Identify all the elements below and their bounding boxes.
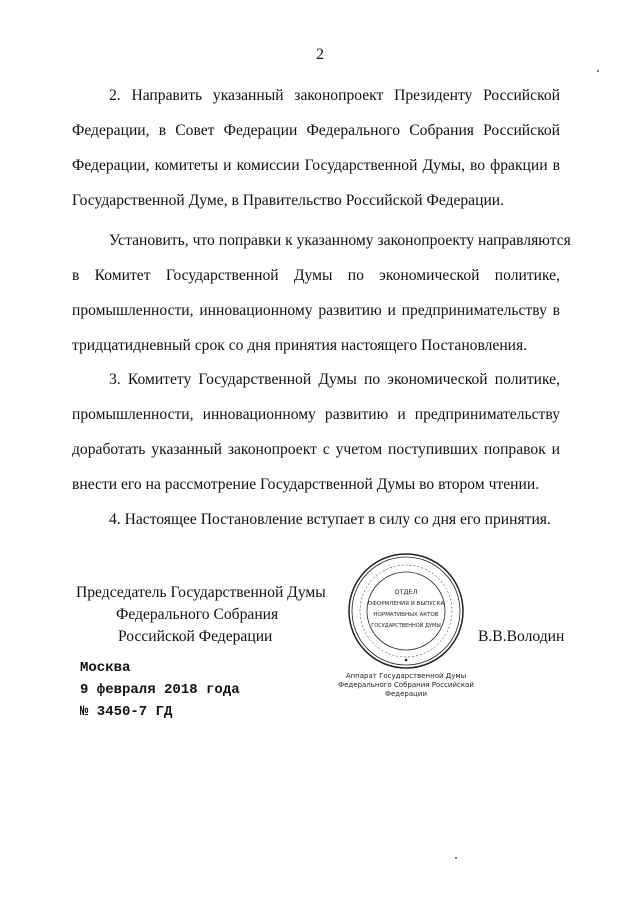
- paragraph-4: [72, 502, 560, 537]
- text-line: доработать указанный законопроект с учетом поступивших поправок и: [72, 441, 560, 458]
- stamp-center-line: ОФОРМЛЕНИЯ И ВЫПУСКА: [367, 601, 445, 607]
- scan-speck: [597, 70, 599, 72]
- text-line: в Комитет Государственной Думы по экономической политике,: [72, 267, 560, 284]
- stamp-center-line: НОРМАТИВНЫХ АКТОВ: [373, 612, 439, 618]
- text-line: 2. Направить указанный законопроект Президенту Российской: [109, 87, 560, 104]
- text-line: Федерации, в Совет Федерации Федерального Собрания Российской: [72, 122, 560, 139]
- text-line: внести его на рассмотрение Государственной Думы во втором чтении.: [72, 476, 540, 493]
- signature-title-line: Российской Федерации: [118, 628, 273, 645]
- text-line: промышленности, инновационному развитию и предпринимательству в: [72, 302, 560, 319]
- paragraph-2: [72, 78, 560, 218]
- stamp-center-line: ГОСУДАРСТВЕННОЙ ДУМЫ: [371, 623, 441, 629]
- text-line: Установить, что поправки к указанному законопроекту направляются: [109, 232, 571, 249]
- text-line: Федерации, комитеты и комиссии Государственной Думы, во фракции в: [72, 157, 560, 174]
- paragraph-3: [72, 362, 560, 502]
- text-line: 4. Настоящее Постановление вступает в силу со дня его принятия.: [109, 511, 551, 528]
- city: Москва: [80, 660, 131, 676]
- page-number: 2: [316, 46, 324, 63]
- paragraph-amendments: [72, 223, 571, 363]
- document-number: № 3450-7 ГД: [80, 704, 173, 720]
- signature-title-line: Председатель Государственной Думы: [76, 584, 326, 601]
- stamp-center-line: ОТДЕЛ: [394, 588, 418, 596]
- text-line: промышленности, инновационному развитию и предпринимательству: [72, 406, 560, 423]
- text-line: 3. Комитету Государственной Думы по экономической политике,: [109, 371, 560, 388]
- official-stamp: [347, 552, 465, 670]
- text-line: тридцатидневный срок со дня принятия настоящего Постановления.: [72, 337, 528, 354]
- signature-title-line: Федерального Собрания: [116, 606, 279, 623]
- date: 9 февраля 2018 года: [80, 682, 240, 698]
- signatory-name: В.В.Володин: [478, 628, 565, 645]
- stamp-ring-text: Аппарат Государственной Думы Федерального Собрания Российской Федерации: [338, 672, 474, 698]
- text-line: Государственной Думе, в Правительство Российской Федерации.: [72, 192, 505, 209]
- scan-speck: [455, 857, 457, 859]
